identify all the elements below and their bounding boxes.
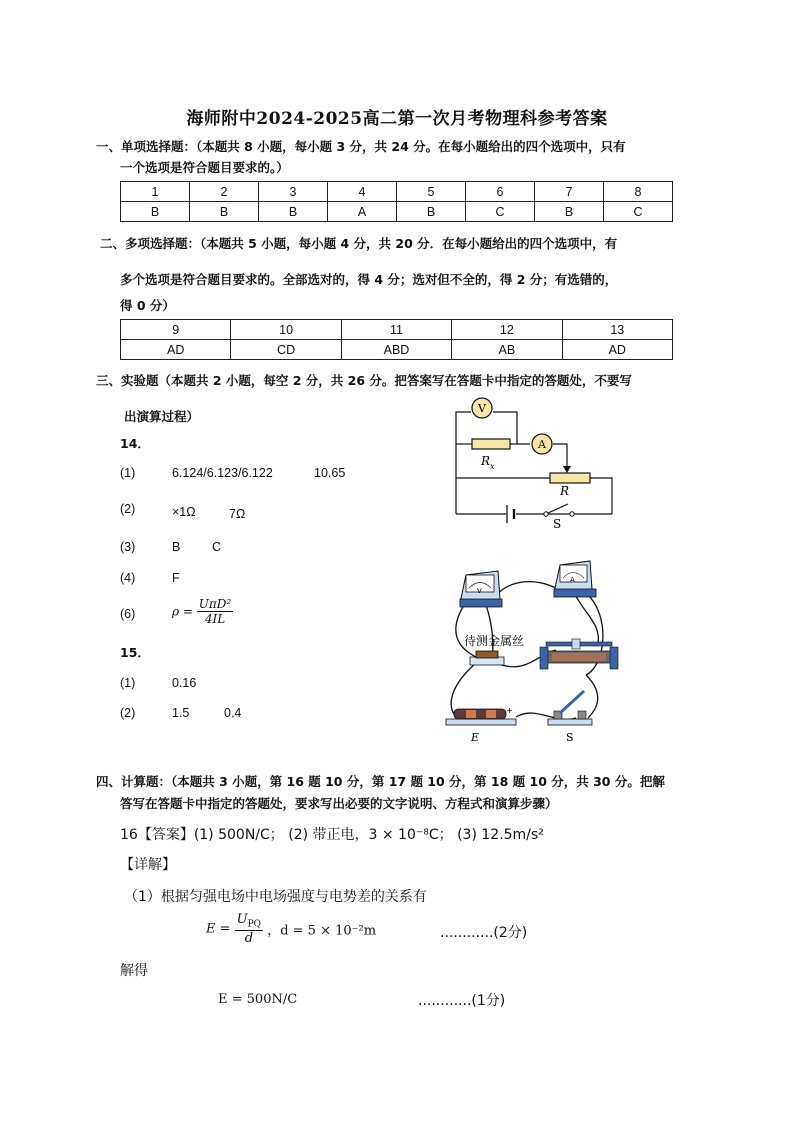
section4-heading-line2: 答写在答题卡中指定的答题处，要求写出必要的文字说明、方程式和演算步骤） — [120, 796, 558, 811]
question-number: 10 — [231, 320, 341, 340]
question-number: 9 — [121, 320, 231, 340]
q16-answer: 16【答案】(1) 500N/C； (2) 带正电，3 × 10⁻⁸C； (3) 12.5m/s² — [120, 827, 544, 843]
q14-item-answer: 6.124/6.123/6.122 — [172, 466, 273, 480]
section2-heading-line3: 得 0 分） — [120, 298, 175, 313]
detail-label: 【详解】 — [120, 857, 176, 873]
answer-cell: CD — [231, 340, 341, 360]
question-number: 8 — [604, 182, 673, 202]
voltmeter-device — [460, 571, 502, 607]
section1-heading-line1: 一、单项选择题：（本题共 8 小题，每小题 3 分，共 24 分。在每小题给出的四个选项中，只有 — [96, 139, 626, 154]
answer-cell: B — [397, 202, 466, 222]
formula-numerator: UπD² — [198, 597, 232, 611]
table-row — [121, 320, 673, 340]
q14-label: 14． — [120, 436, 150, 451]
q14-item-answer: 10.65 — [314, 466, 346, 480]
voltmeter-label: V — [478, 402, 486, 415]
question-number: 13 — [562, 320, 672, 340]
section2-heading-line2: 多个选项是符合题目要求的。全部选对的，得 4 分；选对但不全的，得 2 分；有选错的， — [120, 272, 618, 287]
battery-label: E — [471, 731, 480, 744]
rheostat — [550, 473, 590, 483]
answer-cell: C — [466, 202, 535, 222]
eq2-score: ............(1分) — [418, 993, 506, 1009]
rheostat-label: R — [560, 484, 570, 498]
ammeter-device — [554, 561, 596, 597]
eq1-lhs: E = — [206, 921, 231, 937]
equation-2: E = 500N/C — [218, 992, 298, 1007]
answer-cell: ABD — [341, 340, 451, 360]
answer-cell: AD — [562, 340, 672, 360]
eq1-denominator: d — [244, 930, 254, 946]
q14-item-answer: C — [212, 540, 222, 554]
q15-item-answer: 1.5 — [172, 706, 190, 720]
step1-text: （1）根据匀强电场中电场强度与电势差的关系有 — [124, 889, 427, 905]
answer-cell: AD — [121, 340, 231, 360]
q14-item-num: (6) — [120, 607, 136, 621]
q15-item-answer: 0.4 — [224, 706, 242, 720]
question-number: 7 — [535, 182, 604, 202]
section3-heading-line2: 出演算过程） — [124, 409, 200, 424]
metal-wire-sample — [470, 651, 504, 665]
q15-label: 15． — [120, 645, 150, 660]
question-number: 12 — [452, 320, 562, 340]
answer-cell: B — [535, 202, 604, 222]
table-row — [121, 202, 673, 222]
ammeter-label: A — [538, 438, 546, 451]
question-number: 3 — [259, 182, 328, 202]
rx-label: R — [481, 454, 491, 468]
switch-device — [548, 691, 592, 725]
eq1-numerator-symbol: U — [236, 912, 248, 927]
formula-fraction — [197, 597, 233, 626]
question-number: 2 — [190, 182, 259, 202]
rheostat-device — [540, 639, 618, 669]
meter-v-label: V — [477, 587, 482, 595]
section3-heading-line1: 三、实验题（本题共 2 小题，每空 2 分，共 26 分。把答案写在答题卡中指定的答题处，不要写 — [96, 373, 632, 388]
section1-answer-table — [120, 181, 673, 222]
eq1-score: ............(2分) — [440, 925, 528, 941]
switch-lever — [548, 504, 568, 513]
q14-item-answer: F — [172, 571, 180, 585]
formula-denominator: 4IL — [204, 612, 226, 626]
equation-1 — [206, 912, 376, 946]
answer-cell: B — [259, 202, 328, 222]
q14-item-num: (2) — [120, 502, 136, 516]
circuit-diagram — [440, 392, 630, 532]
section1-heading-line2: 一个选项是符合题目要求的。） — [120, 160, 289, 175]
meter-a-label: A — [570, 576, 575, 584]
answer-cell: C — [604, 202, 673, 222]
eq1-numerator-sub: PQ — [247, 919, 262, 930]
q14-item-answer: 7Ω — [229, 507, 246, 521]
table-row — [121, 182, 673, 202]
q15-item-num: (1) — [120, 676, 136, 690]
answer-cell: AB — [452, 340, 562, 360]
apparatus-illustration — [436, 555, 626, 747]
svg-text:+: + — [506, 706, 513, 715]
question-number: 1 — [121, 182, 190, 202]
q14-item-num: (4) — [120, 571, 136, 585]
answer-cell: B — [190, 202, 259, 222]
q14-item-answer: ×1Ω — [172, 505, 196, 519]
switch-device-label: S — [566, 731, 574, 744]
page-title: 海师附中2024-2025高二第一次月考物理科参考答案 — [186, 109, 608, 129]
table-row — [121, 340, 673, 360]
q14-item-num: (1) — [120, 466, 136, 480]
eq1-fraction — [235, 912, 263, 946]
question-number: 11 — [341, 320, 451, 340]
wire-label: 待测金属丝 — [464, 634, 525, 648]
rx-resistor — [472, 439, 510, 449]
battery-device — [446, 706, 516, 725]
question-number: 5 — [397, 182, 466, 202]
question-number: 4 — [328, 182, 397, 202]
answer-cell: A — [328, 202, 397, 222]
q15-item-answer: 0.16 — [172, 676, 197, 690]
q14-item-num: (3) — [120, 540, 136, 554]
section2-heading-line1: 二、多项选择题：（本题共 5 小题，每小题 4 分，共 20 分．在每小题给出的四个选项中，有 — [100, 236, 618, 251]
answer-cell: B — [121, 202, 190, 222]
section4-heading-line1: 四、计算题：（本题共 3 小题，第 16 题 10 分，第 17 题 10 分，第 18 题 10 分，共 30 分。把解 — [96, 774, 665, 789]
formula-lhs: ρ = — [172, 604, 193, 619]
section2-answer-table — [120, 319, 673, 360]
switch-label: S — [553, 517, 562, 531]
rx-subscript: x — [490, 462, 495, 471]
question-number: 6 — [466, 182, 535, 202]
eq1-rest: ，d = 5 × 10⁻²m — [267, 923, 377, 939]
q14-item-answer: B — [172, 540, 181, 554]
q15-item-num: (2) — [120, 706, 136, 720]
eq1-numerator — [235, 912, 263, 931]
solve-label: 解得 — [120, 963, 148, 979]
slider-arrow-icon — [563, 466, 571, 473]
resistivity-formula — [172, 597, 233, 626]
